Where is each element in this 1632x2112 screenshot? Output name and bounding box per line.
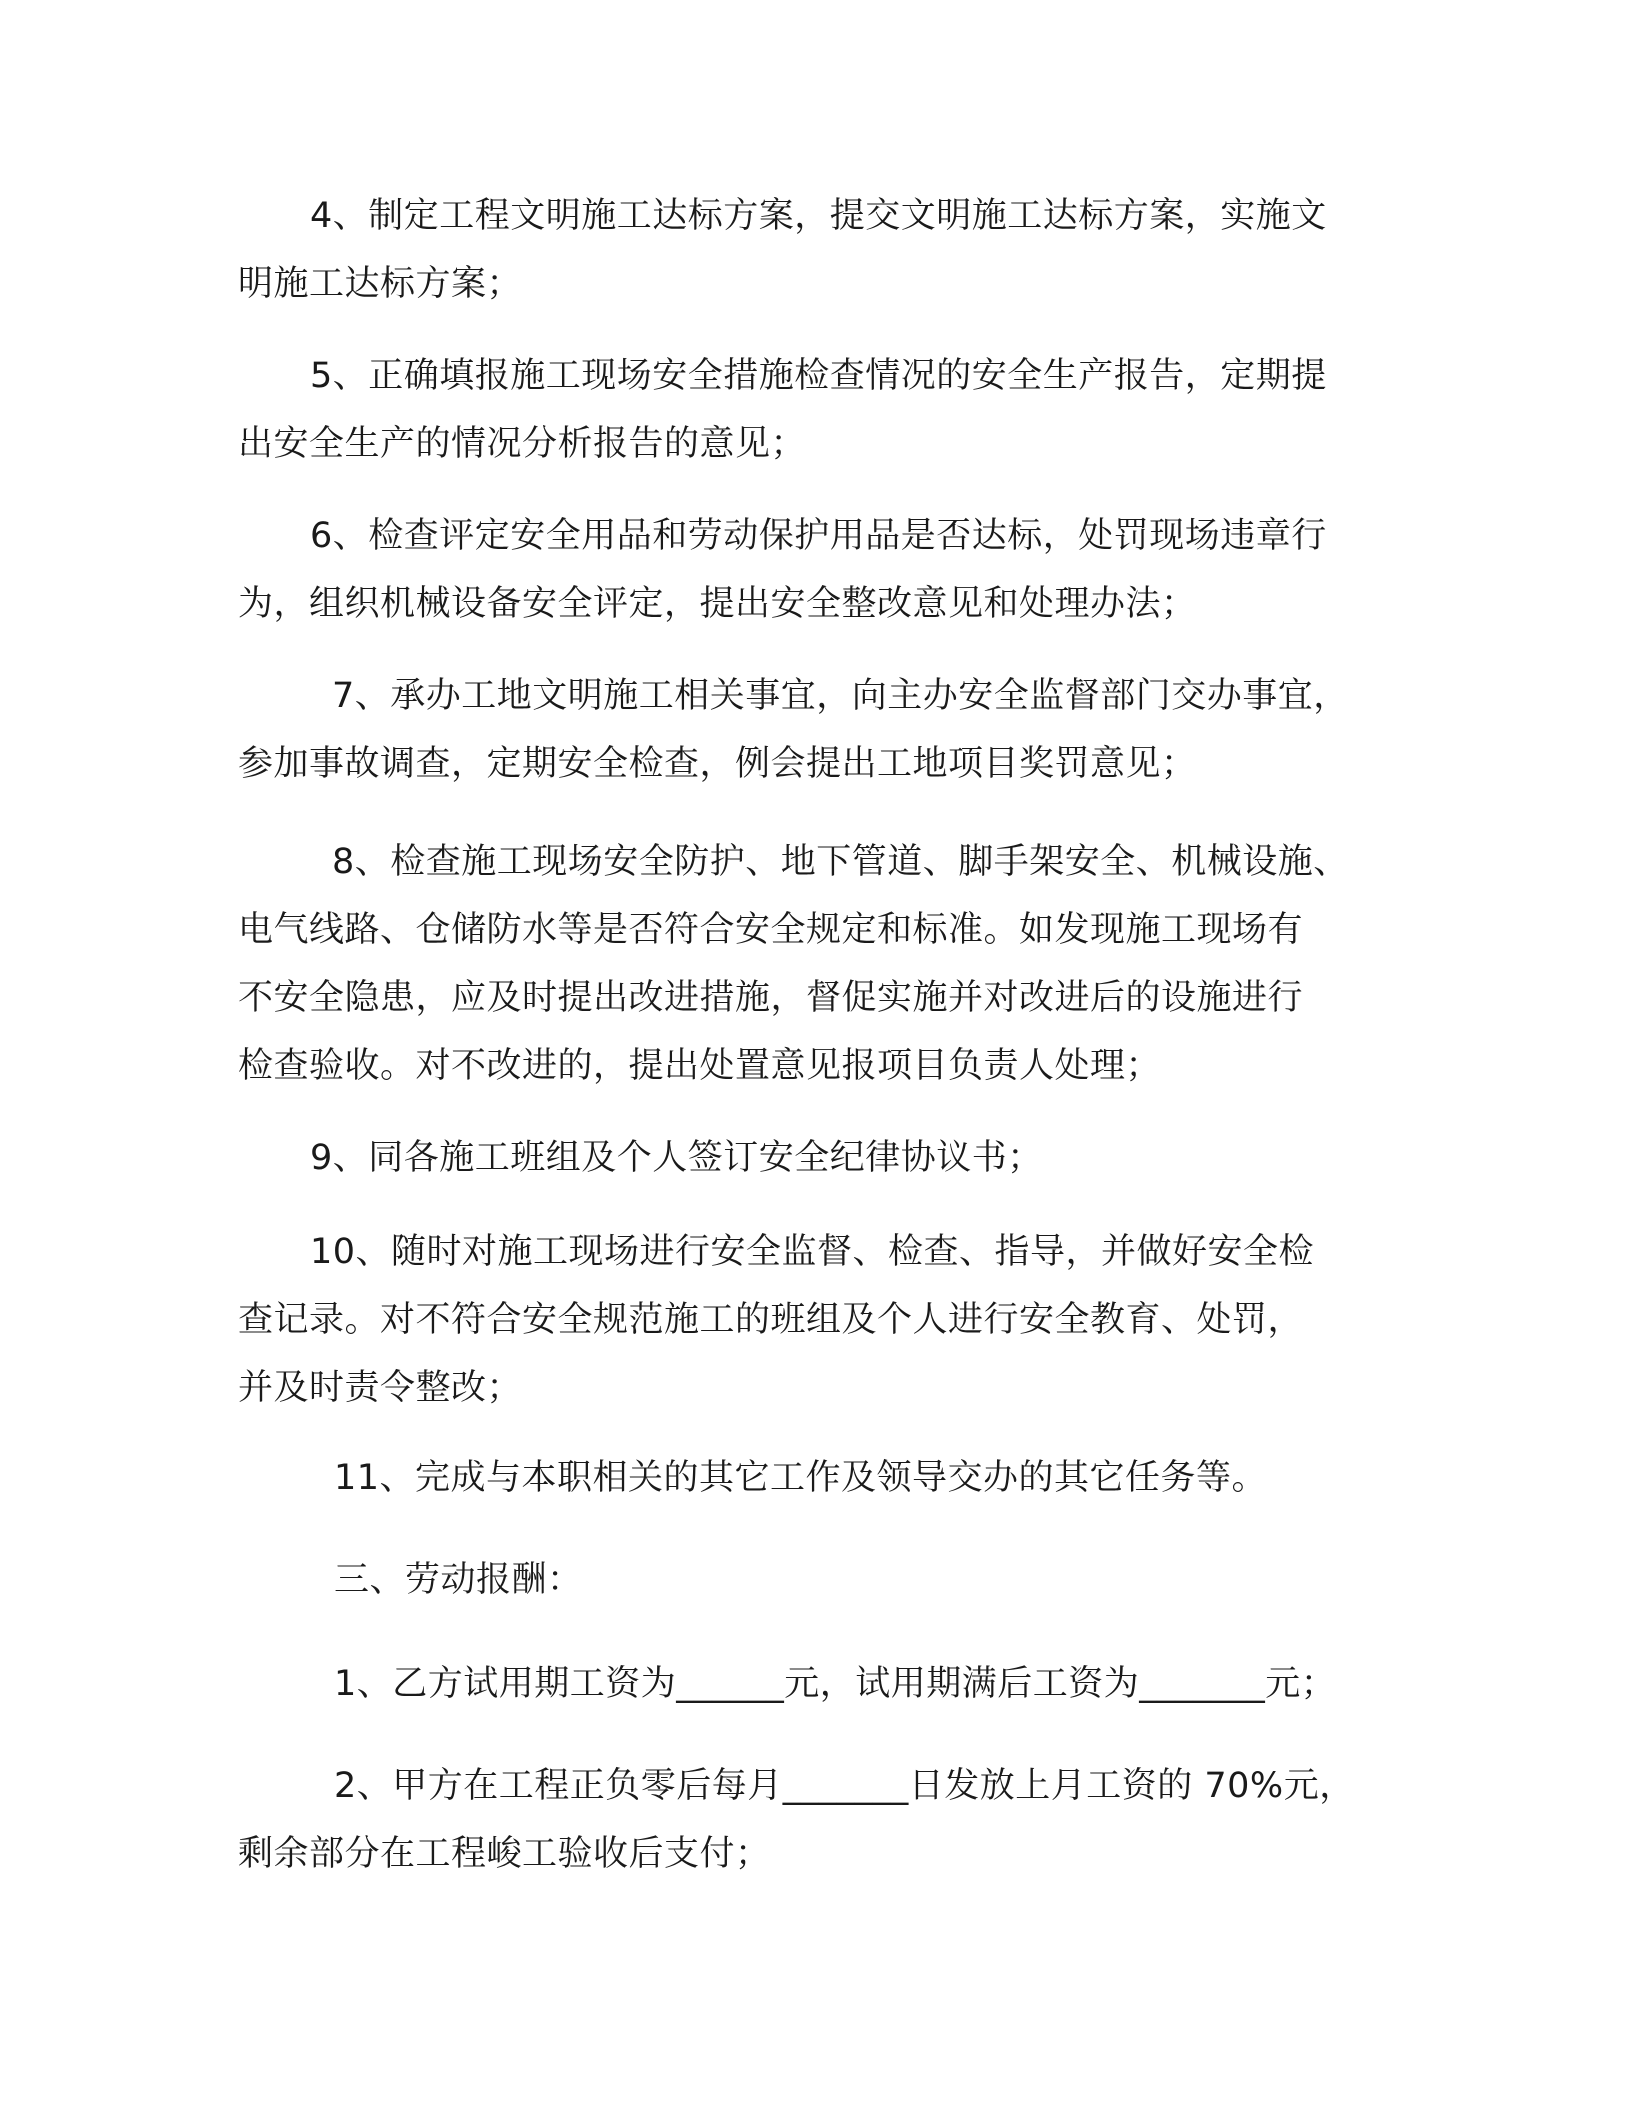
text-line: 9、同各施工班组及个人签订安全纪律协议书； <box>310 1138 1043 1178</box>
text-line: 2、甲方在工程正负零后每月_______日发放上月工资的 70%元， <box>334 1766 1355 1806</box>
text-line: 10、随时对施工现场进行安全监督、检查、指导，并做好安全检 <box>310 1232 1315 1272</box>
text-line: 1、乙方试用期工资为______元，试用期满后工资为_______元； <box>334 1664 1337 1704</box>
text-line: 7、承办工地文明施工相关事宜，向主办安全监督部门交办事宜， <box>332 676 1349 716</box>
text-line: 出安全生产的情况分析报告的意见； <box>238 424 807 464</box>
paragraph-item-4 <box>238 182 1378 318</box>
paragraph-item-11 <box>238 1444 1378 1512</box>
section-heading: 三、劳动报酬： <box>334 1560 583 1600</box>
text-line: 并及时责令整改； <box>238 1368 523 1408</box>
text-line: 5、正确填报施工现场安全措施检查情况的安全生产报告，定期提 <box>310 356 1327 396</box>
text-line: 6、检查评定安全用品和劳动保护用品是否达标，处罚现场违章行 <box>310 516 1327 556</box>
text-line: 剩余部分在工程峻工验收后支付； <box>238 1834 771 1874</box>
text-line: 检查验收。对不改进的，提出处置意见报项目负责人处理； <box>238 1046 1162 1086</box>
paragraph-pay-2 <box>238 1752 1378 1888</box>
paragraph-item-10 <box>238 1218 1378 1422</box>
text-line: 参加事故调查，定期安全检查，例会提出工地项目奖罚意见； <box>238 744 1197 784</box>
text-line: 不安全隐患，应及时提出改进措施，督促实施并对改进后的设施进行 <box>238 978 1304 1018</box>
text-line: 8、检查施工现场安全防护、地下管道、脚手架安全、机械设施、 <box>332 842 1349 882</box>
paragraph-pay-1 <box>238 1650 1378 1718</box>
paragraph-item-5 <box>238 342 1378 478</box>
paragraph-item-8 <box>238 828 1378 1100</box>
text-line: 为，组织机械设备安全评定，提出安全整改意见和处理办法； <box>238 584 1197 624</box>
paragraph-item-7 <box>238 662 1378 798</box>
text-line: 查记录。对不符合安全规范施工的班组及个人进行安全教育、处罚， <box>238 1300 1304 1340</box>
text-line: 11、完成与本职相关的其它工作及领导交办的其它任务等。 <box>334 1458 1268 1498</box>
text-line: 电气线路、仓储防水等是否符合安全规定和标准。如发现施工现场有 <box>238 910 1304 950</box>
text-line: 明施工达标方案； <box>238 264 523 304</box>
section-heading-compensation <box>238 1546 1378 1614</box>
paragraph-item-9 <box>238 1124 1378 1192</box>
text-line: 4、制定工程文明施工达标方案，提交文明施工达标方案，实施文 <box>310 196 1327 236</box>
paragraph-item-6 <box>238 502 1378 638</box>
